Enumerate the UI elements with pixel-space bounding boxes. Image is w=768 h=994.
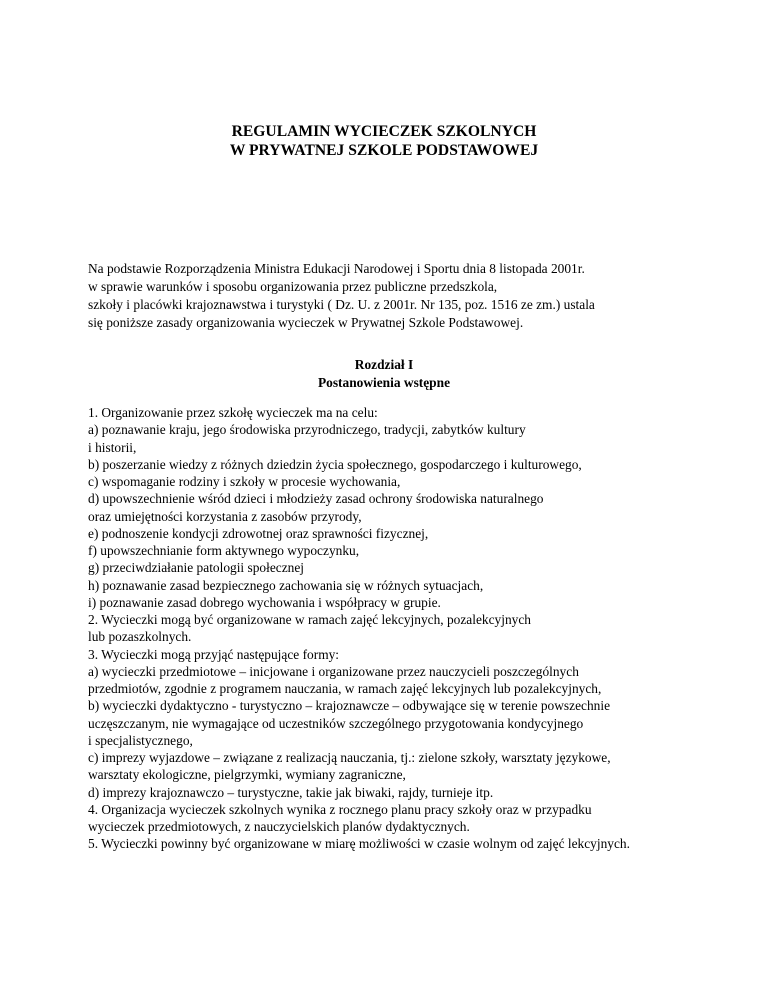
body-line: 2. Wycieczki mogą być organizowane w ramach zajęć lekcyjnych, pozalekcyjnych xyxy=(88,612,531,627)
body-line: 1. Organizowanie przez szkołę wycieczek ma na celu: xyxy=(88,405,378,420)
body-line: wycieczek przedmiotowych, z nauczycielskich planów dydaktycznych. xyxy=(88,819,470,834)
body-line: a) wycieczki przedmiotowe – inicjowane i organizowane przez nauczycieli poszczególnych xyxy=(88,663,579,679)
body-line: h) poznawanie zasad bezpiecznego zachowania się w różnych sytuacjach, xyxy=(88,577,484,593)
intro-line: szkoły i placówki krajoznawstwa i turystyki ( Dz. U. z 2001r. Nr 135, poz. 1516 ze zm.) ustala xyxy=(88,297,595,312)
body-line: 3. Wycieczki mogą przyjąć następujące formy: xyxy=(88,646,340,662)
title-line-2: W PRYWATNEJ SZKOLE PODSTAWOWEJ xyxy=(229,142,539,159)
intro-line: się poniższe zasady organizowania wycieczek w Prywatnej Szkole Podstawowej. xyxy=(88,315,524,330)
body-line: i historii, xyxy=(88,439,137,455)
body-line: uczęszczanym, nie wymagające od uczestników szczególnego przygotowania kondycyjnego xyxy=(88,715,584,731)
chapter-number: Rozdział I xyxy=(354,357,414,372)
body-line: 4. Organizacja wycieczek szkolnych wynika z rocznego planu pracy szkoły oraz w przypadku xyxy=(88,801,592,817)
body-line: b) wycieczki dydaktyczno - turystyczno – krajoznawcze – odbywające się w terenie powszechnie xyxy=(88,698,611,714)
intro-paragraph xyxy=(88,260,728,332)
body-line: przedmiotów, zgodnie z programem nauczania, w ramach zajęć lekcyjnych lub pozalekcyjnych, xyxy=(88,681,602,696)
body-line: g) przeciwdziałanie patologii społecznej xyxy=(88,560,305,576)
body-line: 5. Wycieczki powinny być organizowane w miarę możliwości w czasie wolnym od zajęć lekcyjnych. xyxy=(88,836,630,852)
intro-line: Na podstawie Rozporządzenia Ministra Edukacji Narodowej i Sportu dnia 8 listopada 2001r. xyxy=(88,261,585,276)
body-line: e) podnoszenie kondycji zdrowotnej oraz sprawności fizycznej, xyxy=(88,525,429,541)
body-line: f) upowszechnianie form aktywnego wypoczynku, xyxy=(88,543,360,558)
document-title xyxy=(0,122,768,160)
chapter-name: Postanowienia wstępne xyxy=(317,375,451,390)
body-line: a) poznawanie kraju, jego środowiska przyrodniczego, tradycji, zabytków kultury xyxy=(88,422,526,438)
body-line: warsztaty ekologiczne, pielgrzymki, wymiany zagraniczne, xyxy=(88,767,406,783)
chapter-body xyxy=(88,404,748,853)
body-line: c) wspomaganie rodziny i szkoły w procesie wychowania, xyxy=(88,474,401,489)
body-line: d) imprezy krajoznawczo – turystyczne, takie jak biwaki, rajdy, turnieje itp. xyxy=(88,784,494,800)
title-line-1: REGULAMIN WYCIECZEK SZKOLNYCH xyxy=(231,123,537,140)
chapter-heading xyxy=(0,356,768,392)
body-line: i specjalistycznego, xyxy=(88,732,193,748)
body-line: d) upowszechnienie wśród dzieci i młodzieży zasad ochrony środowiska naturalnego xyxy=(88,491,544,507)
intro-line: w sprawie warunków i sposobu organizowania przez publiczne przedszkola, xyxy=(88,279,498,294)
body-line: c) imprezy wyjazdowe – związane z realizacją nauczania, tj.: zielone szkoły, warsztaty językowe, xyxy=(88,750,611,765)
body-line: lub pozaszkolnych. xyxy=(88,629,192,645)
body-line: b) poszerzanie wiedzy z różnych dziedzin życia społecznego, gospodarczego i kulturowego, xyxy=(88,456,582,472)
body-line: oraz umiejętności korzystania z zasobów przyrody, xyxy=(88,508,362,524)
body-line: i) poznawanie zasad dobrego wychowania i współpracy w grupie. xyxy=(88,594,441,610)
